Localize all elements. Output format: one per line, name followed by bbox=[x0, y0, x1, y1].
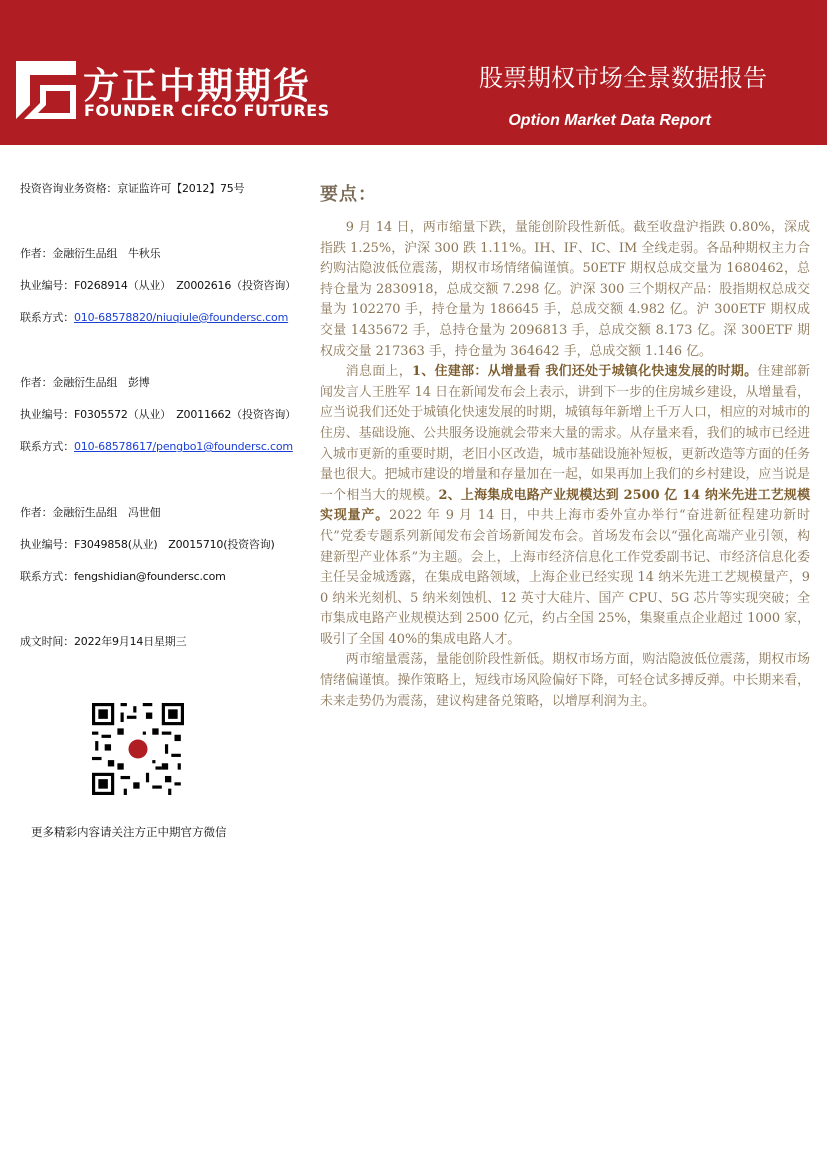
news-paragraph bbox=[320, 362, 810, 650]
contact-label: 联系方式： bbox=[20, 311, 74, 324]
author-contact bbox=[20, 568, 226, 584]
author-name: 作者：金融衍生品组 牛秋乐 bbox=[20, 247, 161, 260]
contact-link[interactable]: 010-68578820/niuqiule@foundersc.com bbox=[74, 311, 289, 324]
contact-link[interactable]: 010-68578617/pengbo1@foundersc.com bbox=[74, 440, 293, 453]
contact-email: fengshidian@foundersc.com bbox=[74, 570, 226, 583]
contact-label: 联系方式： bbox=[20, 570, 74, 583]
author-license: 执业编号：F0268914（从业） Z0002616（投资咨询） bbox=[20, 279, 296, 292]
report-title: 股票期权市场全景数据报告 bbox=[479, 64, 767, 92]
key-points-section bbox=[320, 180, 810, 712]
strategy-paragraph: 两市缩量震荡，量能创阶段性新低。期权市场方面，购沽隐波低位震荡，期权市场情绪偏谨慎。操作策略上，短线市场风险偏好下降，可轻仓试多搏反弹。中长期来看，未来走势仍为震荡，建议构建备兑策略，以增厚利润为主。 bbox=[320, 652, 810, 709]
market-summary-paragraph: 9 月 14 日，两市缩量下跌，量能创阶段性新低。截至收盘沪指跌 0.80%，深成指跌 1.25%，沪深 300 跌 1.11%。IH、IF、IC、IM 全线走弱。各品种期权主力合约购沽隐波低位震荡，期权市场情绪偏谨慎。50ETF 期权总成交量为 1680462，总持仓量为 2830918，总成交额 7.298 亿。沪深 300 三个期权产品：股指期权总成交量为 102270 手，持仓量为 186645 手，总成交额 4.982 亿。沪 300ETF 期权成交量 1435672 手，总持仓量为 2096813 手，总成交额 8.173 亿。深 300ETF 期权成交量 217363 手，持仓量为 364642 手，总成交额 1.146 亿。 bbox=[320, 220, 810, 359]
author-name: 作者：金融衍生品组 彭博 bbox=[20, 376, 150, 389]
news-headline-1: 1、住建部：从增量看 我们还处于城镇化快速发展的时期。 bbox=[412, 364, 758, 380]
logo-chinese-name: 方正中期期货 bbox=[83, 66, 312, 107]
qr-caption: 更多精彩内容请关注方正中期官方微信 bbox=[31, 825, 227, 839]
news-lead: 消息面上， bbox=[345, 364, 413, 380]
report-date: 成文时间：2022年9月14日星期三 bbox=[20, 635, 187, 648]
author-name: 作者：金融衍生品组 冯世佃 bbox=[20, 506, 161, 519]
news-body-2: 2022 年 9 月 14 日，中共上海市委外宣办举行“奋进新征程建功新时代”党委专题系列新闻发布会首场新闻发布会。首场发布会以“强化高端产业引领，构建新型产业体系”为主题。会上，上海市经济信息化工作党委副书记、市经济信息化委主任吴金城透露，在集成电路领域，上海企业已经实现 14 纳米先进工艺规模量产，90 纳米光刻机、5 纳米刻蚀机、12 英寸大硅片、国产 CPU、5G 芯片等实现突破；全市集成电路产业规模达到 2500 亿元，约占全国 25%，集聚重点企业超过 1000 家，吸引了全国 40%的集成电路人才。 bbox=[320, 508, 811, 647]
founder-logo-icon bbox=[16, 61, 76, 119]
author-license: 执业编号：F0305572（从业） Z0011662（投资咨询） bbox=[20, 408, 296, 421]
report-header bbox=[0, 0, 827, 145]
section-heading: 要点： bbox=[320, 184, 377, 205]
author-contact bbox=[20, 309, 288, 325]
report-subtitle: Option Market Data Report bbox=[508, 112, 711, 129]
wechat-qr-code-icon[interactable] bbox=[92, 703, 184, 795]
contact-label: 联系方式： bbox=[20, 440, 74, 453]
author-license: 执业编号：F3049858(从业) Z0015710(投资咨询) bbox=[20, 538, 275, 551]
news-body-1: 住建部新闻发言人王胜军 14 日在新闻发布会上表示，讲到下一步的住房城乡建设，从增量看，应当说我们还处于城镇化快速发展的时期，城镇每年新增上千万人口，相应的对城市的住房、基础设施、公共服务设施就会带来大量的需求。从存量来看，我们的城市已经进入城市更新的重要时期，老旧小区改造，城市基础设施补短板，更新改造等方面的任务量也很大。把城市建设的增量和存量加在一起，如果再加上我们的乡村建设，应当说是一个相当大的规模。 bbox=[320, 364, 810, 503]
qualification-text: 投资咨询业务资格：京证监许可【2012】75号 bbox=[20, 182, 245, 195]
news-headline-2: 2、上海集成电路产业规模达到 2500 亿 14 纳米先进工艺规模实现量产。 bbox=[320, 487, 810, 524]
logo-english-name: FOUNDER CIFCO FUTURES bbox=[84, 101, 330, 120]
author-contact bbox=[20, 438, 293, 454]
